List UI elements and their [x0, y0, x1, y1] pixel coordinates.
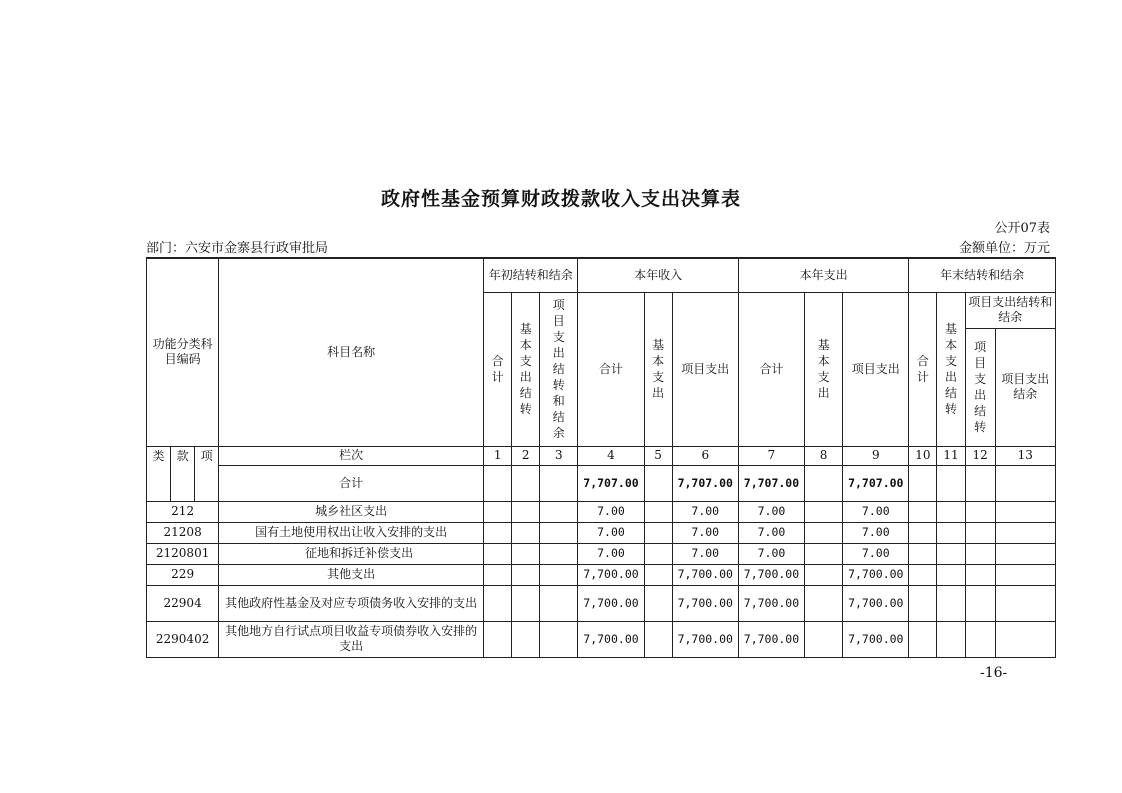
- table-code: 公开07表: [994, 221, 1050, 236]
- expense-total-header: 合计: [738, 292, 804, 446]
- current-expense-header: 本年支出: [738, 258, 909, 292]
- header-row-1: [147, 258, 1056, 292]
- col-no: 3: [540, 446, 578, 465]
- row-name: 国有土地使用权出让收入安排的支出: [219, 522, 484, 543]
- table-row: [147, 501, 1056, 522]
- col-no: 13: [995, 446, 1055, 465]
- table-row: [147, 585, 1056, 621]
- closing-project-balance-header: 项目支出结余: [995, 328, 1055, 446]
- row-expense-project: 7.00: [843, 501, 909, 522]
- row-expense-project: 7,700.00: [843, 564, 909, 585]
- opening-header: 年初结转和结余: [484, 258, 578, 292]
- col-no: 8: [805, 446, 843, 465]
- col-no: 6: [672, 446, 738, 465]
- row-expense-project: 7,700.00: [843, 585, 909, 621]
- row-expense-total: 7,700.00: [738, 585, 804, 621]
- row-code: 2290402: [147, 621, 219, 657]
- kuan-header: 款: [171, 446, 195, 501]
- current-income-header: 本年收入: [578, 258, 738, 292]
- page-title: 政府性基金预算财政拨款收入支出决算表: [380, 188, 741, 210]
- expense-basic-header: 基本支出: [805, 292, 843, 446]
- income-project-header: 项目支出: [672, 292, 738, 446]
- lei-header: 类: [147, 446, 171, 501]
- department-label: 部门：六安市金寨县行政审批局: [146, 241, 329, 256]
- expense-project-header: 项目支出: [843, 292, 909, 446]
- row-name: 其他地方自行试点项目收益专项债券收入安排的支出: [219, 621, 484, 657]
- row-code: 2120801: [147, 543, 219, 564]
- opening-basic-header: 基本支出结转: [512, 292, 540, 446]
- table-row: [147, 543, 1056, 564]
- row-expense-total: 7.00: [738, 501, 804, 522]
- amount-unit-label: 金额单位：万元: [958, 241, 1050, 256]
- row-name: 征地和拆迁补偿支出: [219, 543, 484, 564]
- row-name: 其他政府性基金及对应专项债务收入安排的支出: [219, 585, 484, 621]
- closing-header: 年末结转和结余: [909, 258, 1056, 292]
- row-income-project: 7.00: [672, 543, 738, 564]
- page-number: -16-: [980, 665, 1008, 681]
- total-expense-total: 7,707.00: [738, 465, 804, 501]
- closing-total-header: 合计: [909, 292, 937, 446]
- table-row: [147, 564, 1056, 585]
- col-no: 10: [909, 446, 937, 465]
- table-row: [147, 621, 1056, 657]
- col-no: 4: [578, 446, 644, 465]
- func-code-header: 功能分类科目编码: [147, 258, 219, 446]
- row-income-project: 7,700.00: [672, 564, 738, 585]
- row-income-total: 7,700.00: [578, 585, 644, 621]
- subject-name-header: 科目名称: [219, 258, 484, 446]
- col-no: 7: [738, 446, 804, 465]
- row-income-project: 7.00: [672, 522, 738, 543]
- row-income-total: 7.00: [578, 501, 644, 522]
- column-index-label: 栏次: [219, 446, 484, 465]
- col-no: 9: [843, 446, 909, 465]
- closing-project-carryover-header: 项目支出结转: [965, 328, 995, 446]
- col-no: 1: [484, 446, 512, 465]
- xiang-header: 项: [195, 446, 219, 501]
- income-total-header: 合计: [578, 292, 644, 446]
- row-income-total: 7.00: [578, 522, 644, 543]
- total-row: [147, 465, 1056, 501]
- col-no: 5: [644, 446, 672, 465]
- row-code: 21208: [147, 522, 219, 543]
- total-label: 合计: [219, 465, 484, 501]
- row-income-project: 7,700.00: [672, 621, 738, 657]
- row-income-total: 7.00: [578, 543, 644, 564]
- budget-table: [146, 257, 1056, 658]
- column-index-row: [147, 446, 1056, 465]
- row-income-project: 7.00: [672, 501, 738, 522]
- total-income-total: 7,707.00: [578, 465, 644, 501]
- closing-project-header: 项目支出结转和结余: [965, 292, 1055, 328]
- row-name: 城乡社区支出: [219, 501, 484, 522]
- row-expense-total: 7.00: [738, 522, 804, 543]
- row-expense-total: 7,700.00: [738, 621, 804, 657]
- row-income-total: 7,700.00: [578, 621, 644, 657]
- col-no: 11: [937, 446, 965, 465]
- income-basic-header: 基本支出: [644, 292, 672, 446]
- opening-total-header: 合计: [484, 292, 512, 446]
- total-income-project: 7,707.00: [672, 465, 738, 501]
- row-income-total: 7,700.00: [578, 564, 644, 585]
- row-name: 其他支出: [219, 564, 484, 585]
- col-no: 2: [512, 446, 540, 465]
- row-expense-project: 7,700.00: [843, 621, 909, 657]
- row-expense-total: 7.00: [738, 543, 804, 564]
- row-code: 229: [147, 564, 219, 585]
- row-expense-project: 7.00: [843, 522, 909, 543]
- row-code: 212: [147, 501, 219, 522]
- opening-project-header: 项目支出结转和结余: [540, 292, 578, 446]
- row-expense-project: 7.00: [843, 543, 909, 564]
- row-income-project: 7,700.00: [672, 585, 738, 621]
- row-expense-total: 7,700.00: [738, 564, 804, 585]
- total-expense-project: 7,707.00: [843, 465, 909, 501]
- table-row: [147, 522, 1056, 543]
- row-code: 22904: [147, 585, 219, 621]
- col-no: 12: [965, 446, 995, 465]
- closing-basic-header: 基本支出结转: [937, 292, 965, 446]
